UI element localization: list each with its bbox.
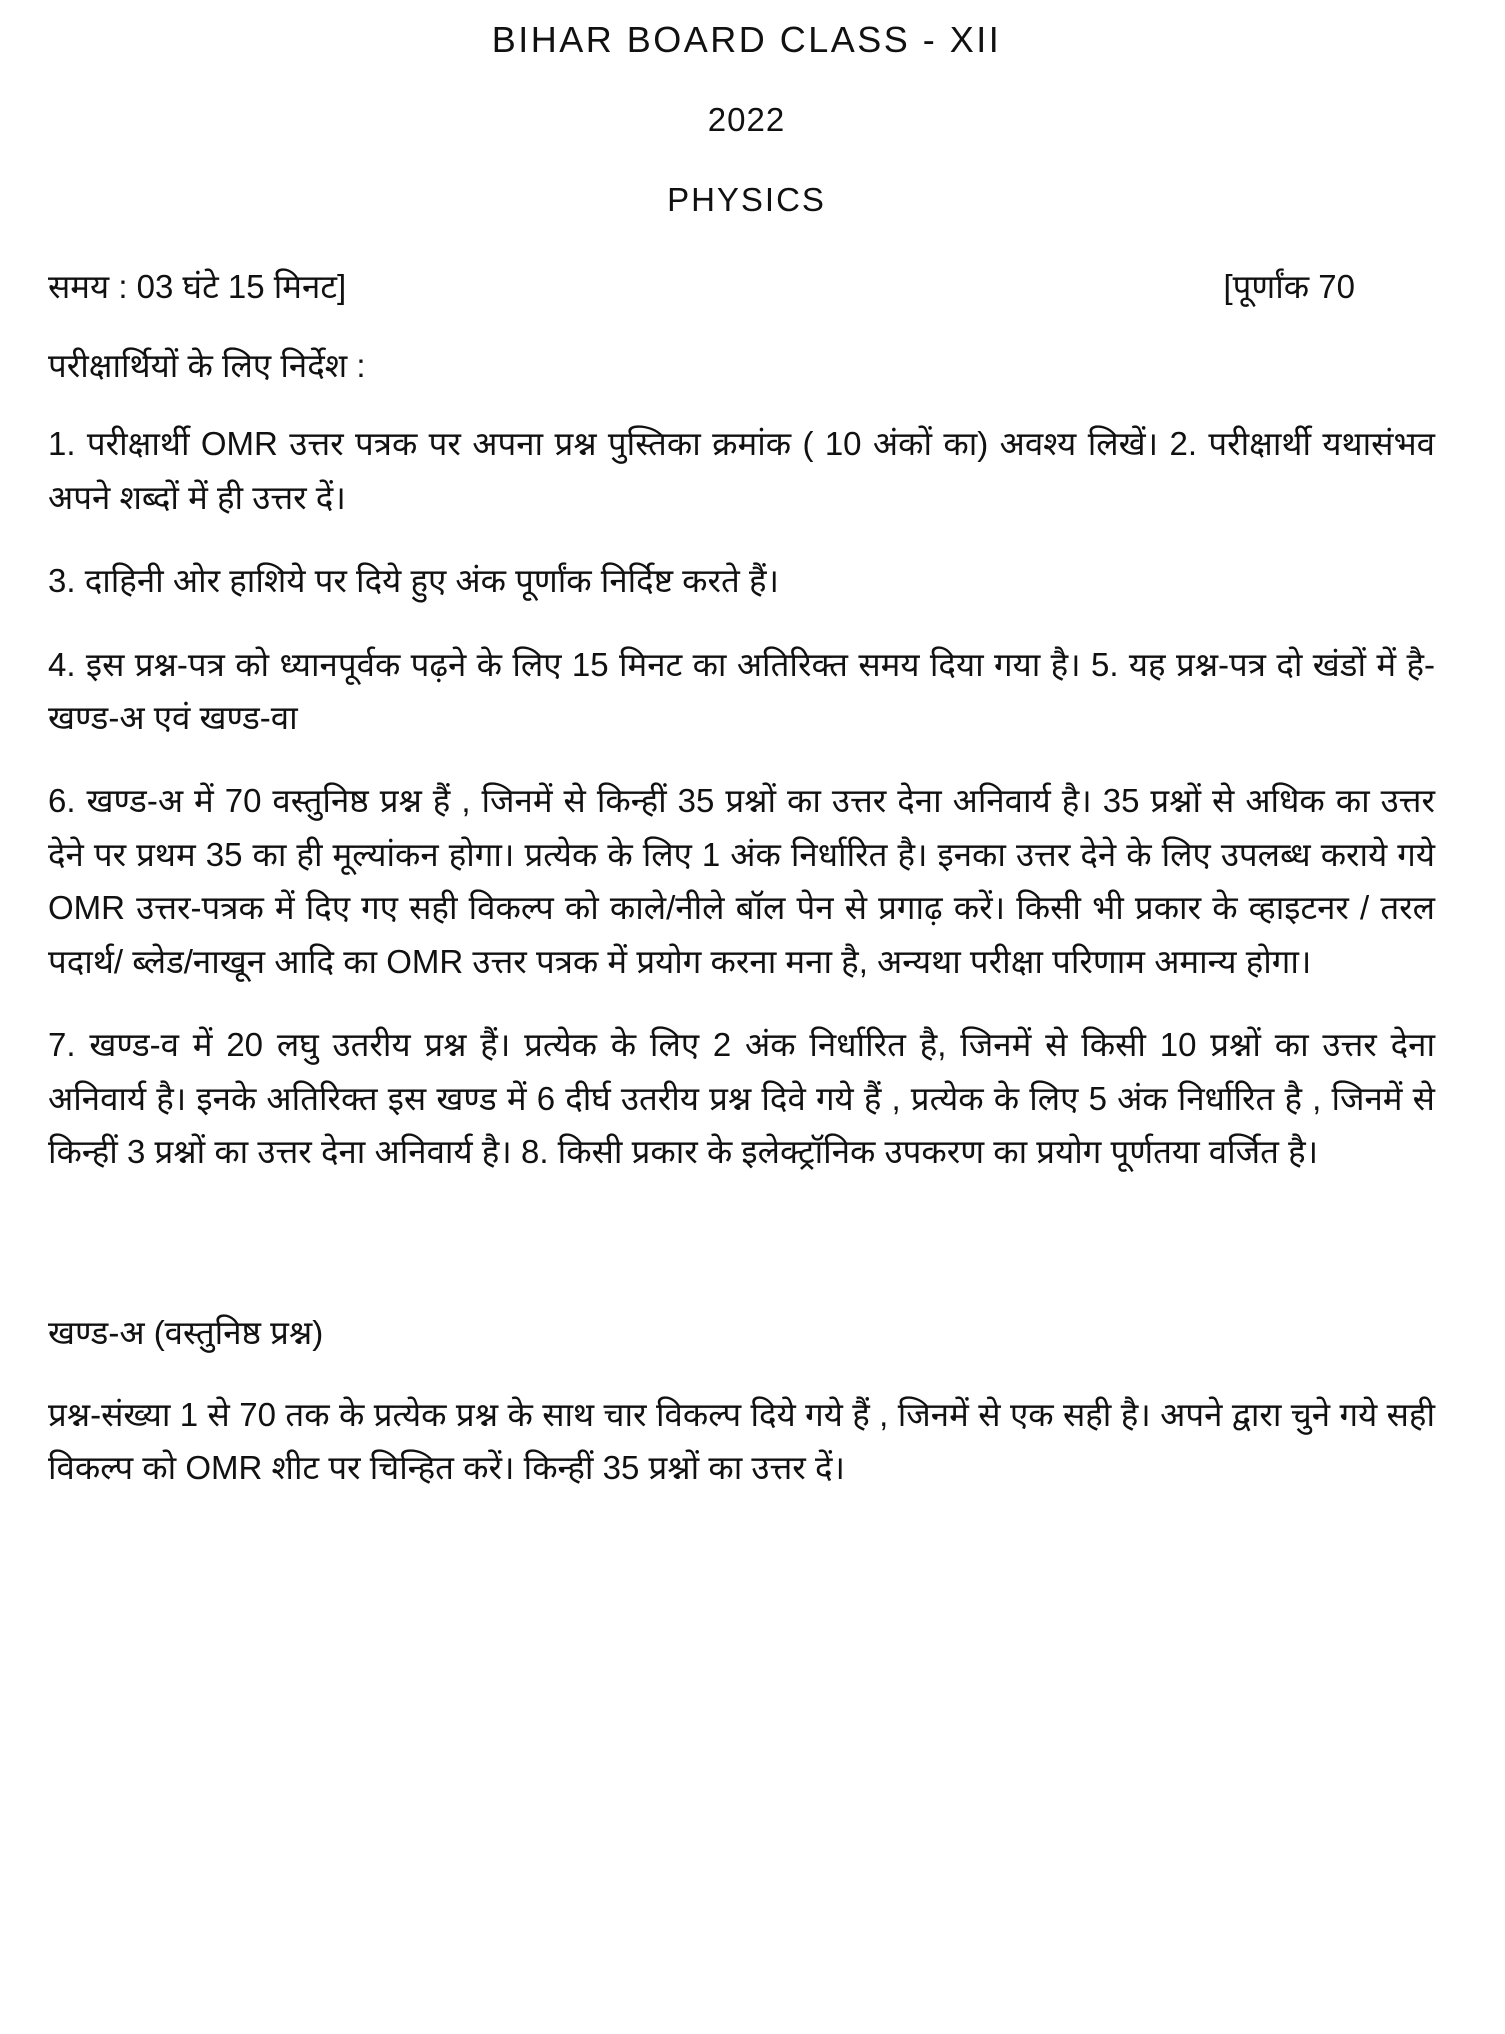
instruction-item-1: 1. परीक्षार्थी OMR उत्तर पत्रक पर अपना प्रश्न पुस्तिका क्रमांक ( 10 अंकों का) अवश्य लिखें। 2. परीक्षार्थी यथासंभव अपने शब्दों में ही उत्तर दें। (48, 425, 1435, 516)
instructions-heading: परीक्षार्थियों के लिए निर्देश : (48, 347, 366, 385)
exam-duration: समय : 03 घंटे 15 मिनट] (48, 268, 347, 306)
exam-year: 2022 (707, 101, 786, 139)
instruction-item-6: 6. खण्ड-अ में 70 वस्तुनिष्ठ प्रश्न हैं , जिनमें से किन्हीं 35 प्रश्नों का उत्तर देना अनिवार्य है। 35 प्रश्नों से अधिक का उत्तर देने पर प्रथम 35 का ही मूल्यांकन होगा। प्रत्येक के लिए 1 अंक निर्धारित है। इनका उत्तर देने के लिए उपलब्ध कराये गये OMR उत्तर-पत्रक में दिए गए सही विकल्प को काले/नीले बॉल पेन से प्रगाढ़ करें। किसी भी प्रकार के व्हाइटनर / तरल पदार्थ/ ब्लेड/नाखून आदि का OMR उत्तर पत्रक में प्रयोग करना मना है, अन्यथा परीक्षा परिणाम अमान्य होगा। (48, 782, 1435, 980)
section-spacer (48, 1179, 1445, 1299)
instruction-item-7: 7. खण्ड-व में 20 लघु उतरीय प्रश्न हैं। प्रत्येक के लिए 2 अंक निर्धारित है, जिनमें से किसी 10 प्रश्नों का उत्तर देना अनिवार्य है। इनके अतिरिक्त इस खण्ड में 6 दीर्घ उतरीय प्रश्न दिवे गये हैं , प्रत्येक के लिए 5 अंक निर्धारित है , जिनमें से किन्हीं 3 प्रश्नों का उत्तर देना अनिवार्य है। 8. किसी प्रकार के इलेक्ट्रॉनिक उपकरण का प्रयोग पूर्णतया वर्जित है। (48, 1026, 1435, 1171)
masthead (48, 18, 1445, 219)
section-heading-khand-a: खण्ड-अ (वस्तुनिष्ठ प्रश्न) (48, 1313, 324, 1351)
exam-meta-row (48, 263, 1445, 308)
instruction-item-4: 4. इस प्रश्न-पत्र को ध्यानपूर्वक पढ़ने के लिए 15 मिनट का अतिरिक्त समय दिया गया है। 5. यह प्रश्न-पत्र दो खंडों में है-खण्ड-अ एवं खण्ड-वा (48, 645, 1435, 736)
section-note-khand-a: प्रश्न-संख्या 1 से 70 तक के प्रत्येक प्रश्न के साथ चार विकल्प दिये गये हैं , जिनमें से एक सही है। अपने द्वारा चुने गये सही विकल्प को OMR शीट पर चिन्हित करें। किन्हीं 35 प्रश्नों का उत्तर दें। (48, 1395, 1435, 1487)
page-title: BIHAR BOARD CLASS - XII (491, 19, 1002, 60)
instruction-item-3: 3. दाहिनी ओर हाशिये पर दिये हुए अंक पूर्णांक निर्दिष्ट करते हैं। (48, 562, 779, 600)
exam-subject: PHYSICS (667, 181, 826, 219)
exam-full-marks: [पूर्णांक 70 (1223, 268, 1355, 306)
